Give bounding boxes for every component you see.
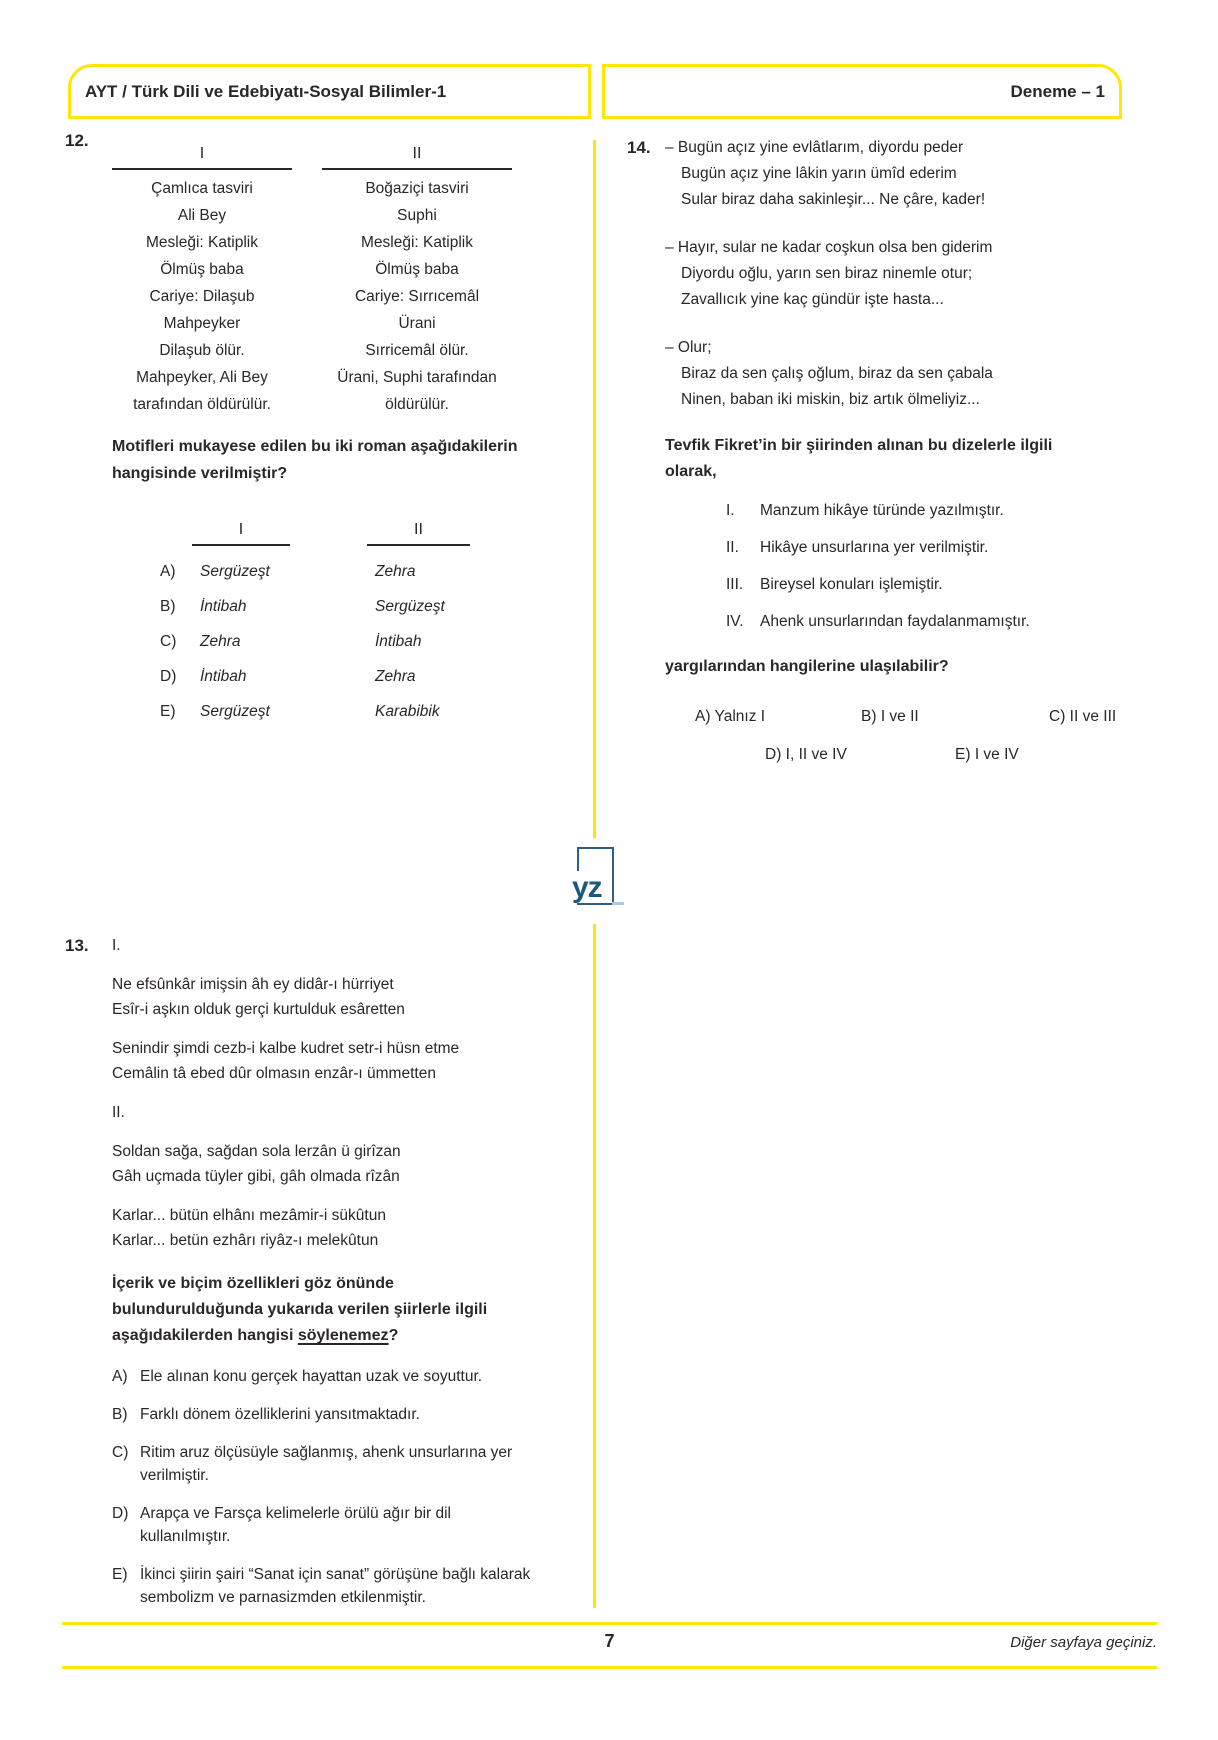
dialogue-line: – Olur; bbox=[665, 339, 712, 356]
roman-numeral: II. bbox=[112, 1104, 125, 1121]
poem-couplet bbox=[112, 1203, 543, 1253]
stem-underlined-word: söylenemez bbox=[297, 1327, 389, 1344]
footer-instruction: Diğer sayfaya geçiniz. bbox=[1010, 1634, 1157, 1651]
poem-line: Soldan sağa, sağdan sola lerzân ü girîzan bbox=[112, 1143, 401, 1160]
option-letter: D) bbox=[112, 1505, 129, 1522]
question-stem bbox=[112, 1271, 543, 1349]
option-text: Farklı dönem özelliklerini yansıtmaktadır. bbox=[140, 1406, 420, 1423]
option-book-1: İntibah bbox=[200, 668, 247, 685]
option-letter: D) bbox=[160, 668, 177, 685]
option-row bbox=[861, 704, 919, 729]
comparison-column-1 bbox=[112, 141, 292, 418]
roman-numeral: I. bbox=[112, 937, 121, 954]
option-row bbox=[160, 629, 540, 664]
option-letter: E) bbox=[955, 746, 971, 763]
table-cell: Çamlıca tasviri bbox=[151, 180, 253, 197]
poem-couplet bbox=[112, 1036, 543, 1086]
poem-couplet bbox=[112, 1139, 543, 1189]
stem-line: İçerik ve biçim özellikleri göz önünde bbox=[112, 1275, 394, 1292]
poem-line: Esîr-i aşkın olduk gerçi kurtulduk esâretten bbox=[112, 1001, 405, 1018]
option-book-2: Karabibik bbox=[375, 703, 440, 720]
column-header: II bbox=[322, 141, 512, 170]
poem-line: Ne efsûnkâr imişsin âh ey didâr-ı hürriyet bbox=[112, 976, 394, 993]
option-letter: A) bbox=[160, 563, 176, 580]
question-14 bbox=[627, 135, 1160, 784]
publisher-logo bbox=[563, 838, 627, 924]
option-text: Arapça ve Farsça kelimelerle örülü ağır bir dil kullanılmıştır. bbox=[140, 1505, 451, 1545]
option-text: İkinci şiirin şairi “Sanat için sanat” görüşüne bağlı kalarak sembolizm ve parnasizmden etkilenmiştir. bbox=[140, 1566, 531, 1606]
question-13 bbox=[65, 933, 543, 1624]
poem-line: Senindir şimdi cezb-i kalbe kudret setr-i hüsn etme bbox=[112, 1040, 460, 1057]
options-table bbox=[112, 517, 540, 734]
stem-text: aşağıdakilerden hangisi bbox=[112, 1327, 298, 1344]
option-letter: E) bbox=[112, 1566, 128, 1583]
options-list bbox=[665, 704, 1160, 784]
option-text: Ele alınan konu gerçek hayattan uzak ve soyuttur. bbox=[140, 1368, 483, 1385]
footer-rule-bottom bbox=[62, 1666, 1157, 1669]
table-cell: Cariye: Sırrıcemâl bbox=[354, 288, 480, 305]
table-cell: Ölmüş baba bbox=[375, 261, 459, 278]
numbered-statements bbox=[726, 499, 1160, 634]
option-letter: A) bbox=[695, 708, 711, 725]
option-row bbox=[695, 704, 765, 729]
exam-section-title: AYT / Türk Dili ve Edebiyatı-Sosyal Bilimler-1 bbox=[85, 81, 447, 101]
stem-line: Tevfik Fikret’in bir şiirinden alınan bu dizelerle ilgili bbox=[665, 437, 1053, 454]
option-letter: A) bbox=[112, 1368, 128, 1385]
table-cell: Ölmüş baba bbox=[160, 261, 244, 278]
option-row bbox=[160, 559, 540, 594]
page-number: 7 bbox=[604, 1631, 615, 1651]
table-cell: Dilaşub ölür. bbox=[159, 342, 245, 359]
footer-rule-top bbox=[62, 1622, 1157, 1625]
table-cell: Suphi bbox=[397, 207, 437, 224]
column-header: I bbox=[112, 141, 292, 170]
dialogue-line: – Bugün açız yine evlâtlarım, diyordu peder bbox=[665, 139, 964, 156]
item-numeral: I. bbox=[726, 502, 735, 519]
option-book-1: İntibah bbox=[200, 598, 247, 615]
stem-line: olarak, bbox=[665, 463, 717, 480]
dialogue-line: Biraz da sen çalış oğlum, biraz da sen çabala bbox=[681, 365, 993, 382]
option-letter: B) bbox=[112, 1406, 128, 1423]
option-row bbox=[765, 742, 847, 767]
poem-couplet bbox=[112, 972, 543, 1022]
dialogue-stanza bbox=[665, 135, 1160, 213]
numbered-item bbox=[726, 573, 1160, 597]
header-left-box bbox=[68, 64, 591, 119]
option-row bbox=[955, 742, 1019, 767]
question-stem bbox=[665, 433, 1160, 485]
stem-line bbox=[112, 1323, 543, 1349]
option-letter: E) bbox=[160, 703, 176, 720]
option-book-2: Zehra bbox=[375, 563, 416, 580]
question-12 bbox=[65, 128, 540, 734]
dialogue-stanza bbox=[665, 235, 1160, 313]
option-book-2: İntibah bbox=[375, 633, 422, 650]
option-row bbox=[160, 664, 540, 699]
option-row bbox=[112, 1403, 543, 1426]
option-row bbox=[112, 1563, 543, 1609]
option-row bbox=[112, 1365, 543, 1388]
option-letter: C) bbox=[160, 633, 177, 650]
option-row bbox=[160, 699, 540, 734]
item-text: Bireysel konuları işlemiştir. bbox=[760, 576, 943, 593]
option-letter: B) bbox=[861, 708, 877, 725]
table-cell: Mahpeyker bbox=[163, 315, 241, 332]
question-number: 12. bbox=[65, 131, 89, 150]
table-cell: Ali Bey bbox=[177, 207, 227, 224]
stem-line: hangisinde verilmiştir? bbox=[112, 465, 288, 482]
option-book-1: Sergüzeşt bbox=[200, 703, 270, 720]
option-letter: C) bbox=[1049, 708, 1066, 725]
option-text: II ve III bbox=[1069, 708, 1117, 725]
header-right-box bbox=[602, 64, 1122, 119]
option-letter: B) bbox=[160, 598, 176, 615]
column-header: I bbox=[192, 517, 290, 546]
option-text: Ritim aruz ölçüsüyle sağlanmış, ahenk unsurlarına yer verilmiştir. bbox=[140, 1444, 513, 1484]
table-cell: Ürani, Suphi tarafından öldürülür. bbox=[337, 369, 497, 413]
dialogue-line: Diyordu oğlu, yarın sen biraz ninemle otur; bbox=[681, 265, 973, 282]
option-text: I, II ve IV bbox=[785, 746, 847, 763]
table-cell: Ürani bbox=[398, 315, 436, 332]
poem-line: Gâh uçmada tüyler gibi, gâh olmada rîzân bbox=[112, 1168, 400, 1185]
option-row bbox=[112, 1502, 543, 1548]
stem-line: bulundurulduğunda yukarıda verilen şiirlerle ilgili bbox=[112, 1301, 488, 1318]
option-book-1: Zehra bbox=[200, 633, 241, 650]
numbered-item bbox=[726, 499, 1160, 523]
option-text: I ve IV bbox=[974, 746, 1019, 763]
item-text: Ahenk unsurlarından faydalanmamıştır. bbox=[760, 613, 1030, 630]
poem-line: Karlar... bütün elhânı mezâmir-i sükûtun bbox=[112, 1207, 386, 1224]
poem-line: Karlar... betün ezhârı riyâz-ı melekûtun bbox=[112, 1232, 379, 1249]
table-cell: Cariye: Dilaşub bbox=[149, 288, 255, 305]
option-text: Yalnız I bbox=[714, 708, 766, 725]
comparison-table bbox=[112, 141, 540, 418]
option-letter: C) bbox=[112, 1444, 129, 1461]
option-letter: D) bbox=[765, 746, 782, 763]
options-table-header bbox=[112, 517, 540, 547]
option-book-2: Sergüzeşt bbox=[375, 598, 445, 615]
stem-line: Motifleri mukayese edilen bu iki roman aşağıdakilerin bbox=[112, 438, 518, 455]
logo-text: yz bbox=[570, 871, 605, 903]
numbered-item bbox=[726, 610, 1160, 634]
options-list bbox=[112, 1365, 543, 1609]
question-stem bbox=[112, 433, 540, 487]
question-number: 14. bbox=[627, 138, 651, 157]
option-book-1: Sergüzeşt bbox=[200, 563, 270, 580]
item-numeral: II. bbox=[726, 539, 739, 556]
poem-line: Cemâlin tâ ebed dûr olmasın enzâr-ı ümmetten bbox=[112, 1065, 436, 1082]
question-number: 13. bbox=[65, 936, 89, 955]
option-text: I ve II bbox=[880, 708, 919, 725]
dialogue-line: Bugün açız yine lâkin yarın ümîd ederim bbox=[681, 165, 957, 182]
option-row bbox=[160, 594, 540, 629]
option-row bbox=[1049, 704, 1116, 729]
dialogue-stanza bbox=[665, 335, 1160, 413]
question-stem: yargılarından hangilerine ulaşılabilir? bbox=[665, 658, 949, 675]
item-text: Hikâye unsurlarına yer verilmiştir. bbox=[760, 539, 989, 556]
dialogue-line: Sular biraz daha sakinleşir... Ne çâre, kader! bbox=[681, 191, 986, 208]
comparison-column-2 bbox=[322, 141, 512, 418]
exam-booklet-title: Deneme – 1 bbox=[1010, 81, 1105, 101]
item-text: Manzum hikâye türünde yazılmıştır. bbox=[760, 502, 1004, 519]
table-cell: Sırricemâl ölür. bbox=[365, 342, 469, 359]
table-cell: Boğaziçi tasviri bbox=[365, 180, 469, 197]
table-cell: Mahpeyker, Ali Bey tarafından öldürülür. bbox=[133, 369, 271, 413]
stem-text: ? bbox=[388, 1327, 399, 1344]
table-cell: Mesleği: Katiplik bbox=[361, 234, 473, 251]
dialogue-line: Ninen, baban iki miskin, biz artık ölmeliyiz... bbox=[681, 391, 980, 408]
item-numeral: IV. bbox=[726, 613, 744, 630]
numbered-item bbox=[726, 536, 1160, 560]
dialogue-line: – Hayır, sular ne kadar coşkun olsa ben giderim bbox=[665, 239, 993, 256]
item-numeral: III. bbox=[726, 576, 744, 593]
logo-dash bbox=[612, 902, 624, 905]
table-cell: Mesleği: Katiplik bbox=[146, 234, 258, 251]
option-row bbox=[112, 1441, 543, 1487]
option-book-2: Zehra bbox=[375, 668, 416, 685]
column-header: II bbox=[367, 517, 470, 546]
dialogue-line: Zavallıcık yine kaç gündür işte hasta... bbox=[681, 291, 944, 308]
